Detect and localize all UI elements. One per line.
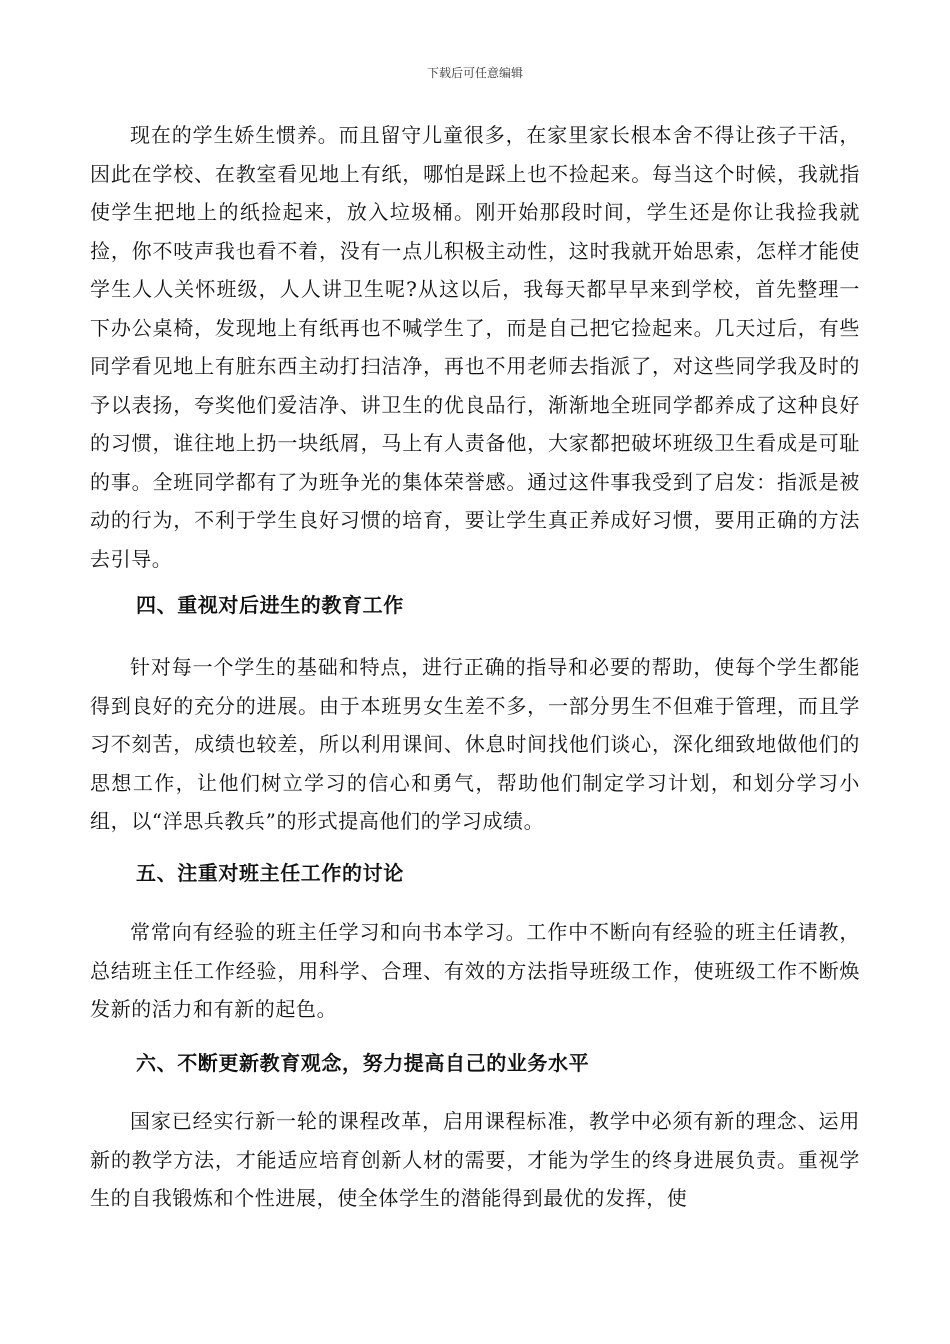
section-heading-4: 四、重视对后进生的教育工作	[136, 593, 404, 617]
header-note: 下载后可任意编辑	[426, 66, 523, 80]
paragraph-underachiever-education: 针对每一个学生的基础和特点，进行正确的指导和必要的帮助，使每个学生都能得到良好的充分的进展。由于本班男女生差不多，一部分男生不但难于管理，而且学习不刻苦，成绩也较差，所以利用课间、休息时间找他们谈心，深化细致地做他们的思想工作，让他们树立学习的信心和勇气，帮助他们制定学习计划，和划分学习小组，以“洋思兵教兵”的形式提高他们的学习成绩。	[90, 655, 860, 833]
paragraph-education-concepts: 国家已经实行新一轮的课程改革，启用课程标准，教学中必须有新的理念、运用新的教学方法，才能适应培育创新人材的需要，才能为学生的终身进展负责。重视学生的自我锻炼和个性进展，使全体学生的潜能得到最优的发挥，使	[90, 1109, 860, 1210]
section-heading-5: 五、注重对班主任工作的讨论	[136, 861, 404, 885]
section-heading-6: 六、不断更新教育观念，努力提高自己的业务水平	[136, 1051, 590, 1075]
paragraph-hygiene-habits: 现在的学生娇生惯养。而且留守儿童很多，在家里家长根本舍不得让孩子干活，因此在学校、在教室看见地上有纸，哪怕是踩上也不捡起来。每当这个时候，我就指使学生把地上的纸捡起来，放入垃圾桶。刚开始那段时间，学生还是你让我捡我就捡，你不吱声我也看不着，没有一点儿积极主动性，这时我就开始思索，怎样才能使学生人人关怀班级，人人讲卫生呢?从这以后，我每天都早早来到学校，首先整理一下办公桌椅，发现地上有纸再也不喊学生了，而是自己把它捡起来。几天过后，有些同学看见地上有脏东西主动打扫洁净，再也不用老师去指派了，对这些同学我及时的予以表扬，夸奖他们爱洁净、讲卫生的优良品行，渐渐地全班同学都养成了这种良好的习惯，谁往地上扔一块纸屑，马上有人责备他，大家都把破坏班级卫生看成是可耻的事。全班同学都有了为班争光的集体荣誉感。通过这件事我受到了启发：指派是被动的行为，不利于学生良好习惯的培育，要让学生真正养成好习惯，要用正确的方法去引导。	[90, 123, 860, 571]
paragraph-class-teacher-research: 常常向有经验的班主任学习和向书本学习。工作中不断向有经验的班主任请教，总结班主任工作经验，用科学、合理、有效的方法指导班级工作，使班级工作不断焕发新的活力和有新的起色。	[90, 920, 860, 1021]
